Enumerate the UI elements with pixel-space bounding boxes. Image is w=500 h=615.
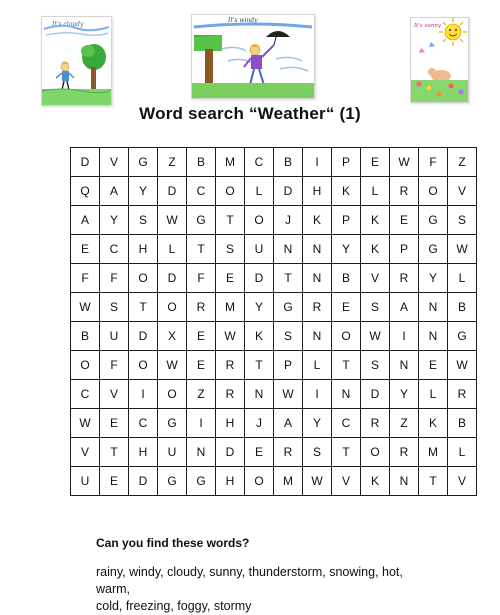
grid-cell: N bbox=[419, 322, 448, 351]
grid-cell: W bbox=[361, 322, 390, 351]
grid-cell: B bbox=[187, 148, 216, 177]
grid-cell: O bbox=[332, 322, 361, 351]
grid-cell: T bbox=[100, 438, 129, 467]
grid-cell: X bbox=[158, 322, 187, 351]
grid-cell: A bbox=[100, 177, 129, 206]
grid-cell: J bbox=[245, 409, 274, 438]
grid-cell: S bbox=[303, 438, 332, 467]
grid-cell: R bbox=[390, 438, 419, 467]
sunny-caption: It's sunny bbox=[414, 23, 442, 29]
grid-cell: R bbox=[303, 293, 332, 322]
word-list-line: rainy, windy, cloudy, sunny, thunderstorm, snowing, hot, warm, bbox=[96, 565, 403, 596]
grid-cell: K bbox=[332, 177, 361, 206]
grid-cell: Z bbox=[390, 409, 419, 438]
grid-cell: D bbox=[158, 264, 187, 293]
grid-cell: B bbox=[448, 293, 477, 322]
grid-cell: N bbox=[419, 293, 448, 322]
grid-cell: D bbox=[71, 148, 100, 177]
grid-cell: D bbox=[129, 467, 158, 496]
grid-cell: A bbox=[274, 409, 303, 438]
grid-row bbox=[71, 409, 477, 438]
grid-cell: F bbox=[419, 148, 448, 177]
word-list-line: cold, freezing, foggy, stormy bbox=[96, 599, 252, 613]
grid-cell: H bbox=[303, 177, 332, 206]
grid-cell: O bbox=[419, 177, 448, 206]
grid-cell: G bbox=[448, 322, 477, 351]
grid-cell: S bbox=[100, 293, 129, 322]
grid-cell: E bbox=[187, 351, 216, 380]
sunny-drawing-art bbox=[411, 18, 468, 102]
grid-cell: P bbox=[274, 351, 303, 380]
grid-row bbox=[71, 264, 477, 293]
grid-cell: L bbox=[448, 438, 477, 467]
grid-cell: L bbox=[303, 351, 332, 380]
grid-cell: V bbox=[448, 177, 477, 206]
grid-cell: W bbox=[303, 467, 332, 496]
grid-cell: G bbox=[419, 206, 448, 235]
grid-cell: N bbox=[303, 322, 332, 351]
grid-row bbox=[71, 206, 477, 235]
grid-cell: T bbox=[274, 264, 303, 293]
grid-cell: Y bbox=[390, 380, 419, 409]
windy-drawing-art bbox=[192, 15, 314, 98]
grid-cell: O bbox=[216, 177, 245, 206]
grid-cell: Z bbox=[187, 380, 216, 409]
grid-row bbox=[71, 148, 477, 177]
grid-cell: E bbox=[187, 322, 216, 351]
grid-cell: F bbox=[187, 264, 216, 293]
grid-cell: I bbox=[187, 409, 216, 438]
grid-cell: G bbox=[158, 467, 187, 496]
grid-cell: O bbox=[71, 351, 100, 380]
grid-cell: Y bbox=[332, 235, 361, 264]
grid-cell: T bbox=[332, 351, 361, 380]
sunny-drawing bbox=[410, 17, 469, 103]
grid-cell: E bbox=[71, 235, 100, 264]
grid-cell: Y bbox=[303, 409, 332, 438]
grid-cell: T bbox=[419, 467, 448, 496]
grid-cell: S bbox=[448, 206, 477, 235]
grid-cell: E bbox=[100, 409, 129, 438]
grid-cell: U bbox=[100, 322, 129, 351]
grid-cell: A bbox=[71, 206, 100, 235]
grid-cell: R bbox=[216, 351, 245, 380]
grid-cell: R bbox=[274, 438, 303, 467]
grid-cell: F bbox=[100, 351, 129, 380]
grid-cell: K bbox=[303, 206, 332, 235]
grid-cell: S bbox=[361, 293, 390, 322]
grid-row bbox=[71, 293, 477, 322]
grid-cell: N bbox=[274, 235, 303, 264]
grid-cell: S bbox=[274, 322, 303, 351]
grid-cell: S bbox=[361, 351, 390, 380]
grid-cell: V bbox=[332, 467, 361, 496]
grid-cell: D bbox=[129, 322, 158, 351]
grid-cell: C bbox=[245, 148, 274, 177]
grid-cell: G bbox=[129, 148, 158, 177]
grid-cell: W bbox=[71, 409, 100, 438]
grid-cell: E bbox=[390, 206, 419, 235]
grid-cell: O bbox=[361, 438, 390, 467]
grid-cell: E bbox=[216, 264, 245, 293]
grid-cell: G bbox=[274, 293, 303, 322]
windy-caption: It's windy bbox=[228, 17, 258, 24]
grid-cell: I bbox=[303, 148, 332, 177]
grid-cell: W bbox=[390, 148, 419, 177]
grid-cell: R bbox=[361, 409, 390, 438]
grid-cell: D bbox=[216, 438, 245, 467]
grid-cell: I bbox=[303, 380, 332, 409]
grid-cell: K bbox=[245, 322, 274, 351]
grid-cell: C bbox=[71, 380, 100, 409]
grid-cell: L bbox=[361, 177, 390, 206]
grid-cell: B bbox=[332, 264, 361, 293]
grid-cell: O bbox=[129, 351, 158, 380]
grid-cell: M bbox=[274, 467, 303, 496]
grid-row bbox=[71, 467, 477, 496]
grid-cell: N bbox=[332, 380, 361, 409]
grid-cell: N bbox=[245, 380, 274, 409]
grid-cell: R bbox=[216, 380, 245, 409]
grid-cell: Y bbox=[129, 177, 158, 206]
grid-cell: B bbox=[448, 409, 477, 438]
grid-cell: Y bbox=[100, 206, 129, 235]
grid-cell: W bbox=[448, 235, 477, 264]
grid-cell: J bbox=[274, 206, 303, 235]
grid-row bbox=[71, 438, 477, 467]
grid-cell: W bbox=[274, 380, 303, 409]
word-search-grid bbox=[70, 147, 477, 496]
grid-cell: Y bbox=[419, 264, 448, 293]
page-title: Word search “Weather“ (1) bbox=[139, 104, 361, 123]
grid-cell: N bbox=[187, 438, 216, 467]
grid-cell: Q bbox=[71, 177, 100, 206]
grid-cell: T bbox=[245, 351, 274, 380]
grid-cell: Z bbox=[448, 148, 477, 177]
grid-cell: B bbox=[71, 322, 100, 351]
grid-row bbox=[71, 322, 477, 351]
grid-cell: V bbox=[71, 438, 100, 467]
grid-cell: K bbox=[419, 409, 448, 438]
grid-cell: G bbox=[187, 467, 216, 496]
grid-cell: T bbox=[129, 293, 158, 322]
grid-cell: H bbox=[216, 467, 245, 496]
grid-cell: U bbox=[158, 438, 187, 467]
grid-cell: D bbox=[274, 177, 303, 206]
grid-cell: H bbox=[129, 438, 158, 467]
grid-cell: E bbox=[245, 438, 274, 467]
grid-cell: E bbox=[361, 148, 390, 177]
grid-cell: P bbox=[332, 206, 361, 235]
grid-row bbox=[71, 351, 477, 380]
grid-cell: K bbox=[361, 235, 390, 264]
grid-cell: D bbox=[361, 380, 390, 409]
grid-cell: O bbox=[129, 264, 158, 293]
grid-cell: H bbox=[216, 409, 245, 438]
grid-cell: E bbox=[419, 351, 448, 380]
grid-cell: B bbox=[274, 148, 303, 177]
instruction-question: Can you find these words? bbox=[96, 536, 250, 550]
grid-cell: E bbox=[332, 293, 361, 322]
grid-cell: K bbox=[361, 206, 390, 235]
grid-cell: T bbox=[187, 235, 216, 264]
grid-row bbox=[71, 235, 477, 264]
grid-cell: W bbox=[448, 351, 477, 380]
grid-cell: F bbox=[71, 264, 100, 293]
grid-cell: V bbox=[448, 467, 477, 496]
grid-cell: W bbox=[158, 206, 187, 235]
grid-cell: O bbox=[245, 206, 274, 235]
grid-cell: K bbox=[361, 467, 390, 496]
grid-cell: G bbox=[419, 235, 448, 264]
cloudy-caption: It's cloudy bbox=[52, 21, 84, 28]
grid-cell: C bbox=[100, 235, 129, 264]
grid-cell: L bbox=[158, 235, 187, 264]
windy-drawing bbox=[191, 14, 315, 99]
grid-cell: O bbox=[158, 293, 187, 322]
grid-cell: R bbox=[390, 177, 419, 206]
grid-cell: R bbox=[390, 264, 419, 293]
grid-cell: T bbox=[332, 438, 361, 467]
grid-cell: C bbox=[129, 409, 158, 438]
grid-cell: G bbox=[187, 206, 216, 235]
grid-cell: S bbox=[129, 206, 158, 235]
grid-cell: P bbox=[390, 235, 419, 264]
grid-cell: N bbox=[390, 467, 419, 496]
grid-cell: S bbox=[216, 235, 245, 264]
grid-cell: C bbox=[332, 409, 361, 438]
word-list bbox=[96, 564, 436, 615]
grid-cell: L bbox=[245, 177, 274, 206]
grid-cell: C bbox=[187, 177, 216, 206]
grid-cell: T bbox=[216, 206, 245, 235]
grid-cell: V bbox=[100, 380, 129, 409]
grid-cell: D bbox=[245, 264, 274, 293]
grid-cell: A bbox=[390, 293, 419, 322]
grid-cell: Z bbox=[158, 148, 187, 177]
grid-cell: Y bbox=[245, 293, 274, 322]
grid-cell: V bbox=[100, 148, 129, 177]
grid-cell: V bbox=[361, 264, 390, 293]
grid-cell: L bbox=[448, 264, 477, 293]
grid-cell: E bbox=[100, 467, 129, 496]
cloudy-drawing bbox=[41, 16, 112, 106]
grid-cell: G bbox=[158, 409, 187, 438]
grid-cell: D bbox=[158, 177, 187, 206]
grid-cell: U bbox=[71, 467, 100, 496]
grid-cell: W bbox=[158, 351, 187, 380]
grid-cell: N bbox=[390, 351, 419, 380]
grid-cell: O bbox=[158, 380, 187, 409]
grid-cell: M bbox=[216, 293, 245, 322]
grid-cell: R bbox=[187, 293, 216, 322]
grid-cell: U bbox=[245, 235, 274, 264]
grid-cell: N bbox=[303, 235, 332, 264]
grid-cell: M bbox=[419, 438, 448, 467]
grid-row bbox=[71, 380, 477, 409]
grid-cell: W bbox=[216, 322, 245, 351]
grid-cell: L bbox=[419, 380, 448, 409]
grid-cell: P bbox=[332, 148, 361, 177]
grid-cell: O bbox=[245, 467, 274, 496]
grid-cell: N bbox=[303, 264, 332, 293]
grid-cell: I bbox=[390, 322, 419, 351]
grid-cell: M bbox=[216, 148, 245, 177]
grid-row bbox=[71, 177, 477, 206]
grid-cell: F bbox=[100, 264, 129, 293]
cloudy-drawing-art bbox=[42, 17, 111, 105]
grid-cell: I bbox=[129, 380, 158, 409]
grid-cell: W bbox=[71, 293, 100, 322]
grid-cell: H bbox=[129, 235, 158, 264]
grid-cell: R bbox=[448, 380, 477, 409]
